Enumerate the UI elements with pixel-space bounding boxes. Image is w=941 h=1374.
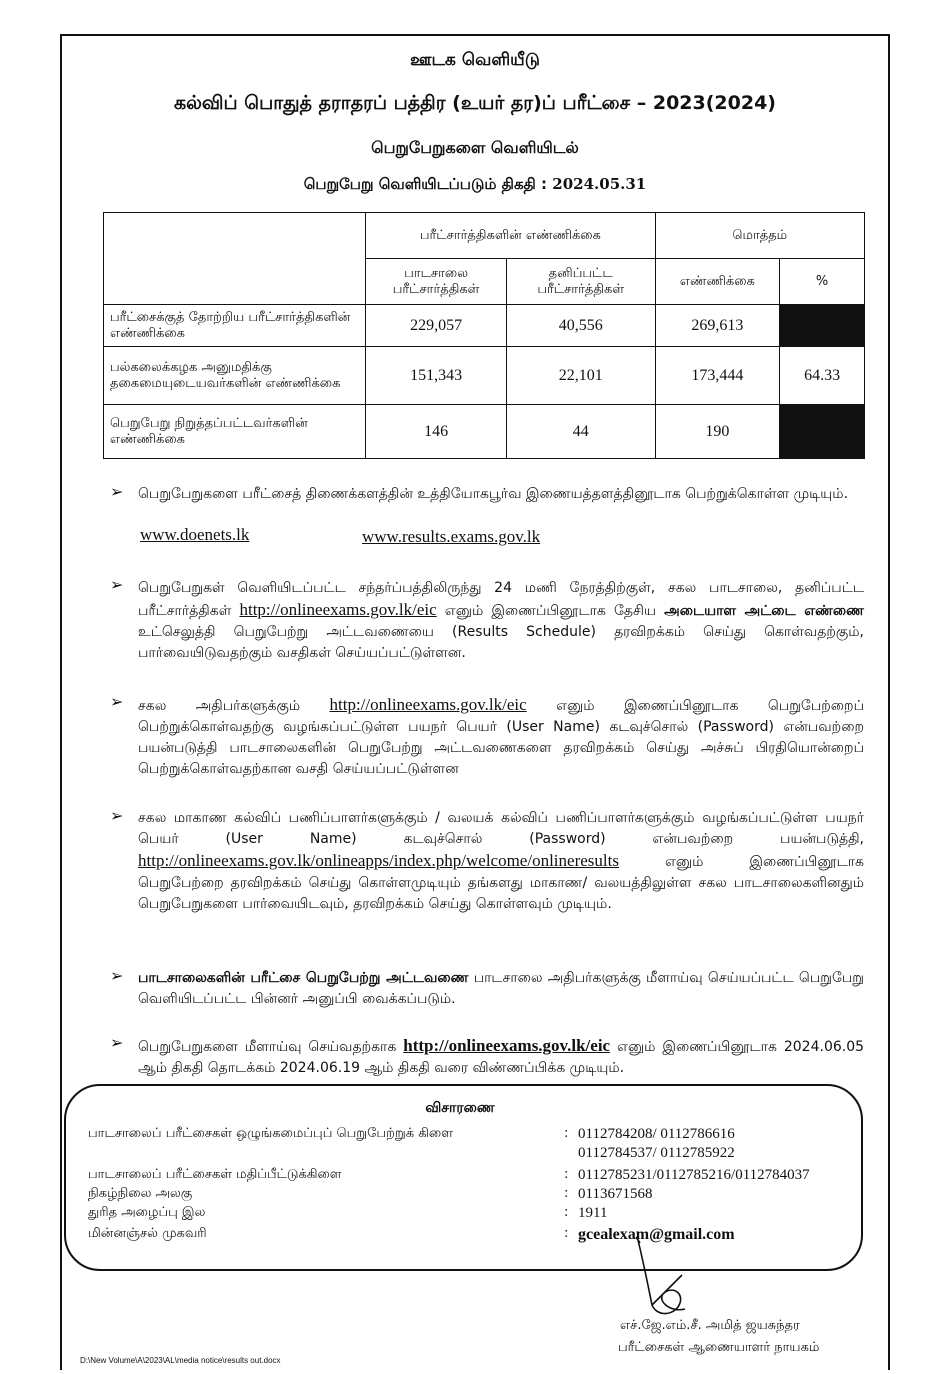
- eic-link[interactable]: http://onlineexams.gov.lk/eic: [329, 695, 527, 714]
- header-private: தனிப்பட்ட பரீட்சார்த்திகள்: [506, 259, 655, 305]
- cell-percent-redacted: [780, 305, 865, 347]
- header-school: பாடசாலை பரீட்சார்த்திகள்: [366, 259, 507, 305]
- header-candidates: பரீட்சார்த்திகளின் எண்ணிக்கை: [366, 213, 655, 259]
- arrow-bullet-icon: ➢: [110, 482, 124, 501]
- signature-mark: [630, 1235, 700, 1320]
- results-stats-table: [103, 212, 865, 459]
- table-corner: [104, 213, 366, 305]
- release-date-label: பெறுபேறு வெளியிடப்படும் திகதி :: [303, 175, 548, 193]
- row-label: பெறுபேறு நிறுத்தப்பட்டவர்களின் எண்ணிக்கை: [104, 405, 366, 459]
- doenets-link[interactable]: www.doenets.lk: [140, 525, 250, 544]
- header-total: மொத்தம்: [655, 213, 864, 259]
- cell-school: 151,343: [366, 347, 507, 405]
- signatory-title: பரீட்சைகள் ஆணையாளர் நாயகம்: [618, 1340, 820, 1355]
- bullet-2-text: பெறுபேறுகள் வெளியிடப்பட்ட சந்தர்ப்பத்திலிருந்து 24 மணி நேரத்திற்குள், சகல பாடசாலை, தனிப்பட்ட பரீட்சார்த்திகள் http://onlineexams.gov.lk/eic எனும் இணைப்பினூடாக தேசிய அடையாள அட்டை எண்ணை உட்செலுத்தி பெறுபேற்று அட்டவணையை (Results Schedule) தரவிறக்கம் செய்து கொள்வதற்கும், பார்வையிடுவதற்கும் வசதிகள் செய்யப்பட்டுள்ளன.: [138, 580, 864, 661]
- results-release-heading: பெறுபேறுகளை வெளியிடல்: [371, 138, 579, 157]
- bullet-5-text: பாடசாலைகளின் பரீட்சை பெறுபேற்று அட்டவணை பாடசாலை அதிபர்களுக்கு மீளாய்வு செய்யப்பட்ட பெறுபேறு வெளியிடப்பட்ட பின்னர் அனுப்பி வைக்கப்படும்.: [138, 970, 865, 1007]
- onlineresults-link[interactable]: http://onlineexams.gov.lk/onlineapps/index.php/welcome/onlineresults: [138, 851, 619, 870]
- cell-school: 146: [366, 405, 507, 459]
- header-count: எண்ணிக்கை: [655, 259, 780, 305]
- cell-private: 22,101: [506, 347, 655, 405]
- enquiry-title: விசாரணை: [425, 1100, 495, 1116]
- release-date: [60, 175, 890, 195]
- email-address[interactable]: gcealexam@gmail.com: [578, 1226, 735, 1243]
- arrow-bullet-icon: ➢: [110, 692, 124, 711]
- arrow-bullet-icon: ➢: [110, 1033, 124, 1052]
- table-row: [104, 405, 865, 459]
- file-path-footer: D:\New Volume\A\2023\AL\media notice\results out.docx: [80, 1356, 281, 1365]
- row-label: பரீட்சைக்குத் தோற்றிய பரீட்சார்த்திகளின் எண்ணிக்கை: [104, 305, 366, 347]
- release-date-value: 2024.05.31: [552, 175, 647, 193]
- eic-link[interactable]: http://onlineexams.gov.lk/eic: [239, 600, 437, 619]
- table-row: [104, 347, 865, 405]
- bullet-4-text: சகல மாகாண கல்விப் பணிப்பாளர்களுக்கும் / வலயக் கல்விப் பணிப்பாளர்களுக்கும் வழங்கப்பட்டுள்ள பயநர் பெயர் (User Name) கடவுச்சொல் (Password) என்பவற்றை பயன்படுத்தி, http://onlineexams.gov.lk/onlineapps/index.php/welcome/onlineresults எனும் இணைப்பினூடாக பெறுபேற்றை தரவிறக்கம் செய்து கொள்ளமுடியும் தங்களது மாகாண/ வலயத்திலுள்ள சகல பாடசாலைகளினதும் பெறுபேறுகளை பார்வையிடவும், தரவிறக்கம் செய்து கொள்ளவும் முடியும்.: [138, 810, 864, 912]
- cell-percent-redacted: [780, 405, 865, 459]
- results-link[interactable]: www.results.exams.gov.lk: [362, 527, 541, 546]
- bullet-3-text: சகல அதிபர்களுக்கும் http://onlineexams.gov.lk/eic எனும் இணைப்பினூடாக பெறுபேற்றைப் பெற்றுக்கொள்வதற்கு வழங்கப்பட்டுள்ள பயநர் பெயர் (User Name) கடவுச்சொல் (Password) என்பவற்றை பயன்படுத்தி பாடசாலைகளின் பெறுபேற்று அட்டவணைகளை தரவிறக்கம் செய்து அச்சுப் பிரதியொன்றைப் பெற்றுக்கொள்வதற்கான வசதி செய்யப்பட்டுள்ளன: [138, 695, 865, 777]
- arrow-bullet-icon: ➢: [110, 806, 124, 825]
- exam-title: கல்விப் பொதுத் தராதரப் பத்திர (உயர் தர)ப் பரீட்சை – 2023(2024): [173, 92, 776, 114]
- cell-total: 269,613: [655, 305, 780, 347]
- eic-link[interactable]: http://onlineexams.gov.lk/eic: [403, 1036, 611, 1055]
- header-percent: %: [780, 259, 865, 305]
- cell-school: 229,057: [366, 305, 507, 347]
- cell-total: 190: [655, 405, 780, 459]
- cell-private: 40,556: [506, 305, 655, 347]
- signatory-name: எச்.ஜே.எம்.சீ. அமித் ஜயசுந்தர: [620, 1318, 800, 1333]
- row-label: பல்கலைக்கழக அனுமதிக்கு தகைமையுடையவர்களின் எண்ணிக்கை: [104, 347, 366, 405]
- bullet-6-text: பெறுபேறுகளை மீளாய்வு செய்வதற்காக http://onlineexams.gov.lk/eic எனும் இணைப்பினூடாக 2024.06.05 ஆம் திகதி தொடக்கம் 2024.06.19 ஆம் திகதி வரை விண்ணப்பிக்க முடியும்.: [138, 1036, 865, 1076]
- cell-private: 44: [506, 405, 655, 459]
- table-row: [104, 305, 865, 347]
- cell-percent: 64.33: [780, 347, 865, 405]
- arrow-bullet-icon: ➢: [110, 575, 124, 594]
- bullet-1-text: பெறுபேறுகளை பரீட்சைத் திணைக்களத்தின் உத்தியோகபூர்வ இணையத்தளத்தினூடாக பெற்றுக்கொள்ள முடியும்.: [138, 486, 849, 502]
- press-release-title: ஊடக வெளியீடு: [410, 50, 540, 70]
- cell-total: 173,444: [655, 347, 780, 405]
- arrow-bullet-icon: ➢: [110, 966, 124, 985]
